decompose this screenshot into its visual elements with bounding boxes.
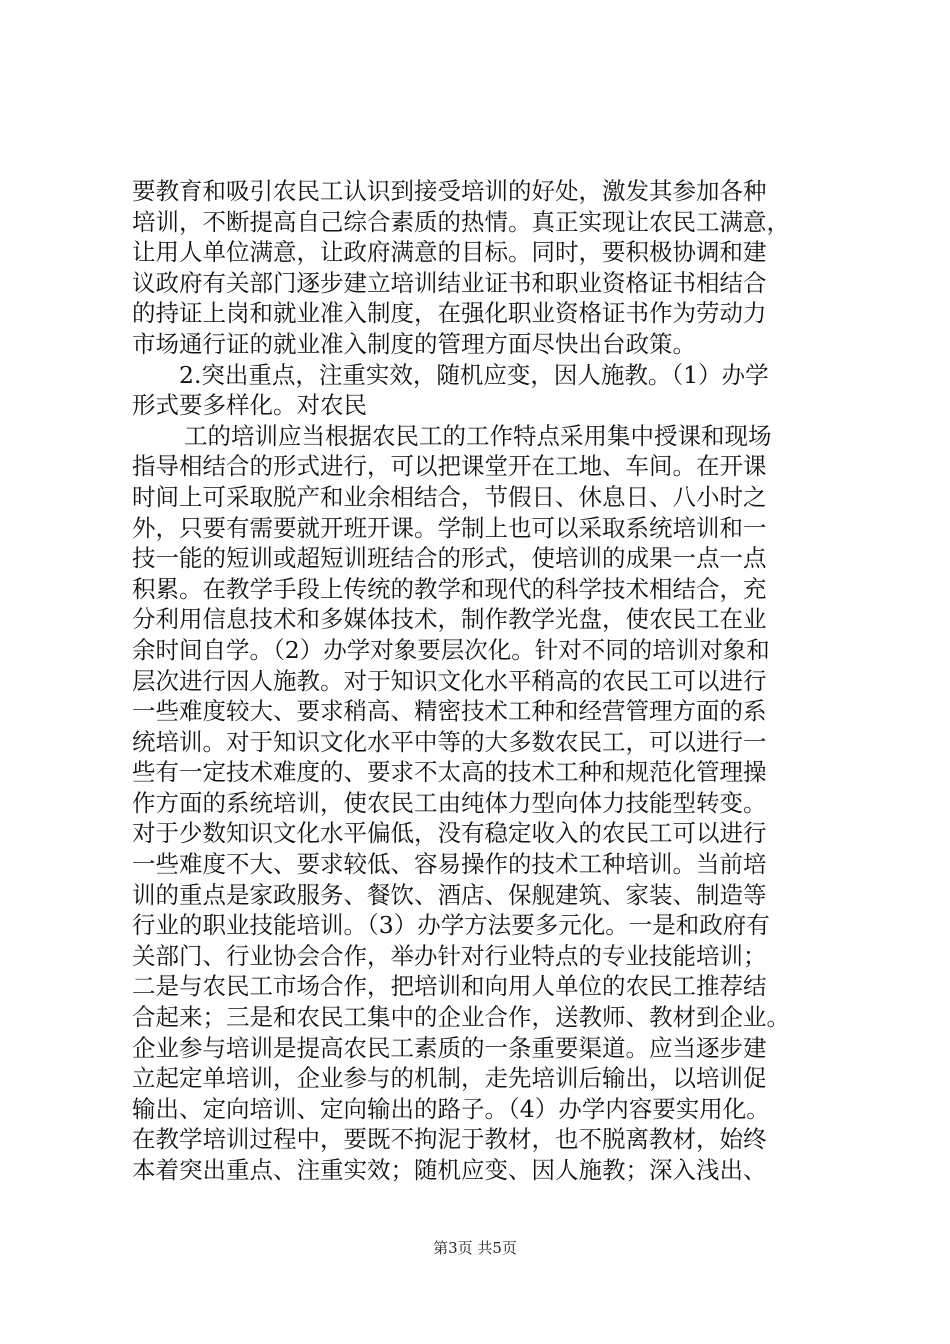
text-line: 关部门、行业协会合作，举办针对行业特点的专业技能培训； (132, 941, 767, 970)
text-line: 形式要多样化。对农民 (132, 391, 367, 420)
text-line: 分利用信息技术和多媒体技术，制作教学光盘，使农民工在业 (132, 605, 767, 634)
text-line: 企业参与培训是提高农民工素质的一条重要渠道。应当逐步建 (132, 1033, 767, 1062)
text-line: 训的重点是家政服务、餐饮、酒店、保舰建筑、家装、制造等 (132, 880, 767, 909)
text-line: 一些难度较大、要求稍高、精密技术工种和经营管理方面的系 (132, 697, 767, 726)
text-line: 余时间自学。（2）办学对象要层次化。针对不同的培训对象和 (132, 635, 770, 664)
text-line: 行业的职业技能培训。（3）办学方法要多元化。一是和政府有 (132, 911, 770, 940)
text-line: 对于少数知识文化水平偏低，没有稳定收入的农民工可以进行 (132, 819, 767, 848)
text-line: 一些难度不大、要求较低、容易操作的技术工种培训。当前培 (132, 850, 767, 879)
text-line: 些有一定技术难度的、要求不太高的技术工种和规范化管理操 (132, 758, 767, 787)
text-line: 二是与农民工市场合作，把培训和向用人单位的农民工推荐结 (132, 972, 767, 1001)
text-line: 立起定单培训，企业参与的机制，走先培训后输出，以培训促 (132, 1064, 767, 1093)
text-line: 输出、定向培训、定向输出的路子。（4）办学内容要实用化。 (132, 1094, 770, 1123)
text-line: 市场通行证的就业准入制度的管理方面尽快出台政策。 (132, 329, 696, 358)
document-body (132, 176, 832, 1186)
text-line: 统培训。对于知识文化水平中等的大多数农民工，可以进行一 (132, 727, 767, 756)
section-heading-line: 2.突出重点，注重实效，随机应变，因人施教。（1）办学 (179, 360, 769, 389)
page-number-footer: 第3页 共5页 (433, 1239, 517, 1257)
text-line: 时间上可采取脱产和业余相结合，节假日、休息日、八小时之 (132, 482, 767, 511)
text-line: 层次进行因人施教。对于知识文化水平稍高的农民工可以进行 (132, 666, 767, 695)
text-line: 指导相结合的形式进行，可以把课堂开在工地、车间。在开课 (132, 452, 767, 481)
text-line: 作方面的系统培训，使农民工由纯体力型向体力技能型转变。 (132, 788, 767, 817)
text-line: 合起来；三是和农民工集中的企业合作，送教师、教材到企业。 (132, 1003, 790, 1032)
text-line: 积累。在教学手段上传统的教学和现代的科学技术相结合，充 (132, 574, 767, 603)
text-line: 让用人单位满意，让政府满意的目标。同时，要积极协调和建 (132, 238, 767, 267)
text-line: 技一能的短训或超短训班结合的形式，使培训的成果一点一点 (132, 544, 767, 573)
text-line: 本着突出重点、注重实效；随机应变、因人施教；深入浅出、 (132, 1156, 767, 1184)
text-line: 的持证上岗和就业准入制度，在强化职业资格证书作为劳动力 (132, 299, 767, 328)
text-line: 要教育和吸引农民工认识到接受培训的好处，激发其参加各种 (132, 177, 767, 205)
text-line: 议政府有关部门逐步建立培训结业证书和职业资格证书相结合 (132, 268, 767, 297)
paragraph-start-line: 工的培训应当根据农民工的工作特点采用集中授课和现场 (184, 421, 772, 450)
text-line: 外，只要有需要就开班开课。学制上也可以采取系统培训和一 (132, 513, 767, 542)
text-line: 在教学培训过程中，要既不拘泥于教材，也不脱离教材，始终 (132, 1125, 767, 1154)
text-line: 培训，不断提高自己综合素质的热情。真正实现让农民工满意， (132, 207, 790, 236)
